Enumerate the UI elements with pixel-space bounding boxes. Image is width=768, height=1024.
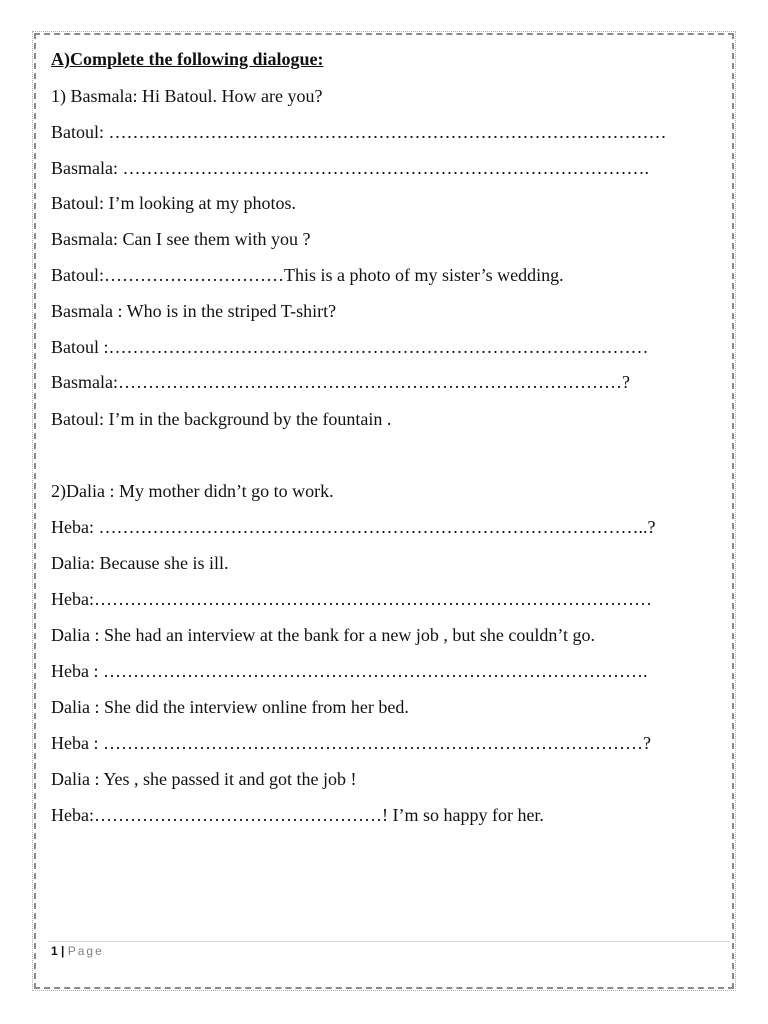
- dialogue-line: Basmala : Who is in the striped T-shirt?: [51, 301, 337, 321]
- page-separator: |: [61, 944, 65, 958]
- dialogue-line: Dalia: Because she is ill.: [51, 553, 229, 573]
- dialogue-line: Heba:…………………………………………………………………………………: [51, 589, 652, 609]
- dialogue-line: Heba:…………………………………………! I’m so happy for her.: [51, 805, 544, 825]
- dialogue-line: Basmala:…………………………………………………………………………?: [51, 372, 630, 392]
- dialogue-line: Dalia : Yes , she passed it and got the job !: [51, 769, 357, 789]
- footer-divider: [48, 941, 730, 942]
- page-number: 1: [51, 944, 58, 958]
- dialogue-line: Dalia : She did the interview online from her bed.: [51, 697, 409, 717]
- dialogue-line: Basmala: …………………………………………………………………………….: [51, 158, 649, 178]
- dialogue-line: 1) Basmala: Hi Batoul. How are you?: [51, 86, 323, 106]
- dialogue-line: Heba : ……………………………………………………………………………….: [51, 661, 648, 681]
- dialogue-line: Batoul: I’m in the background by the fountain .: [51, 409, 392, 429]
- dialogue-line: Batoul: …………………………………………………………………………………: [51, 122, 667, 142]
- dialogue-line: Batoul :………………………………………………………………………………: [51, 337, 649, 357]
- page-footer: [51, 944, 104, 958]
- dialogue-line: 2)Dalia : My mother didn’t go to work.: [51, 481, 334, 501]
- dialogue-line: Dalia : She had an interview at the bank for a new job , but she couldn’t go.: [51, 625, 596, 645]
- dialogue-line: Batoul:…………………………This is a photo of my sister’s wedding.: [51, 265, 564, 285]
- page-label: Page: [67, 944, 104, 958]
- exercise-heading: A)Complete the following dialogue:: [51, 49, 324, 69]
- dialogue-line: Batoul: I’m looking at my photos.: [51, 193, 296, 213]
- dialogue-line: Heba : ………………………………………………………………………………?: [51, 733, 651, 753]
- dialogue-line: Basmala: Can I see them with you ?: [51, 229, 311, 249]
- dialogue-line: Heba: ………………………………………………………………………………..?: [51, 517, 656, 537]
